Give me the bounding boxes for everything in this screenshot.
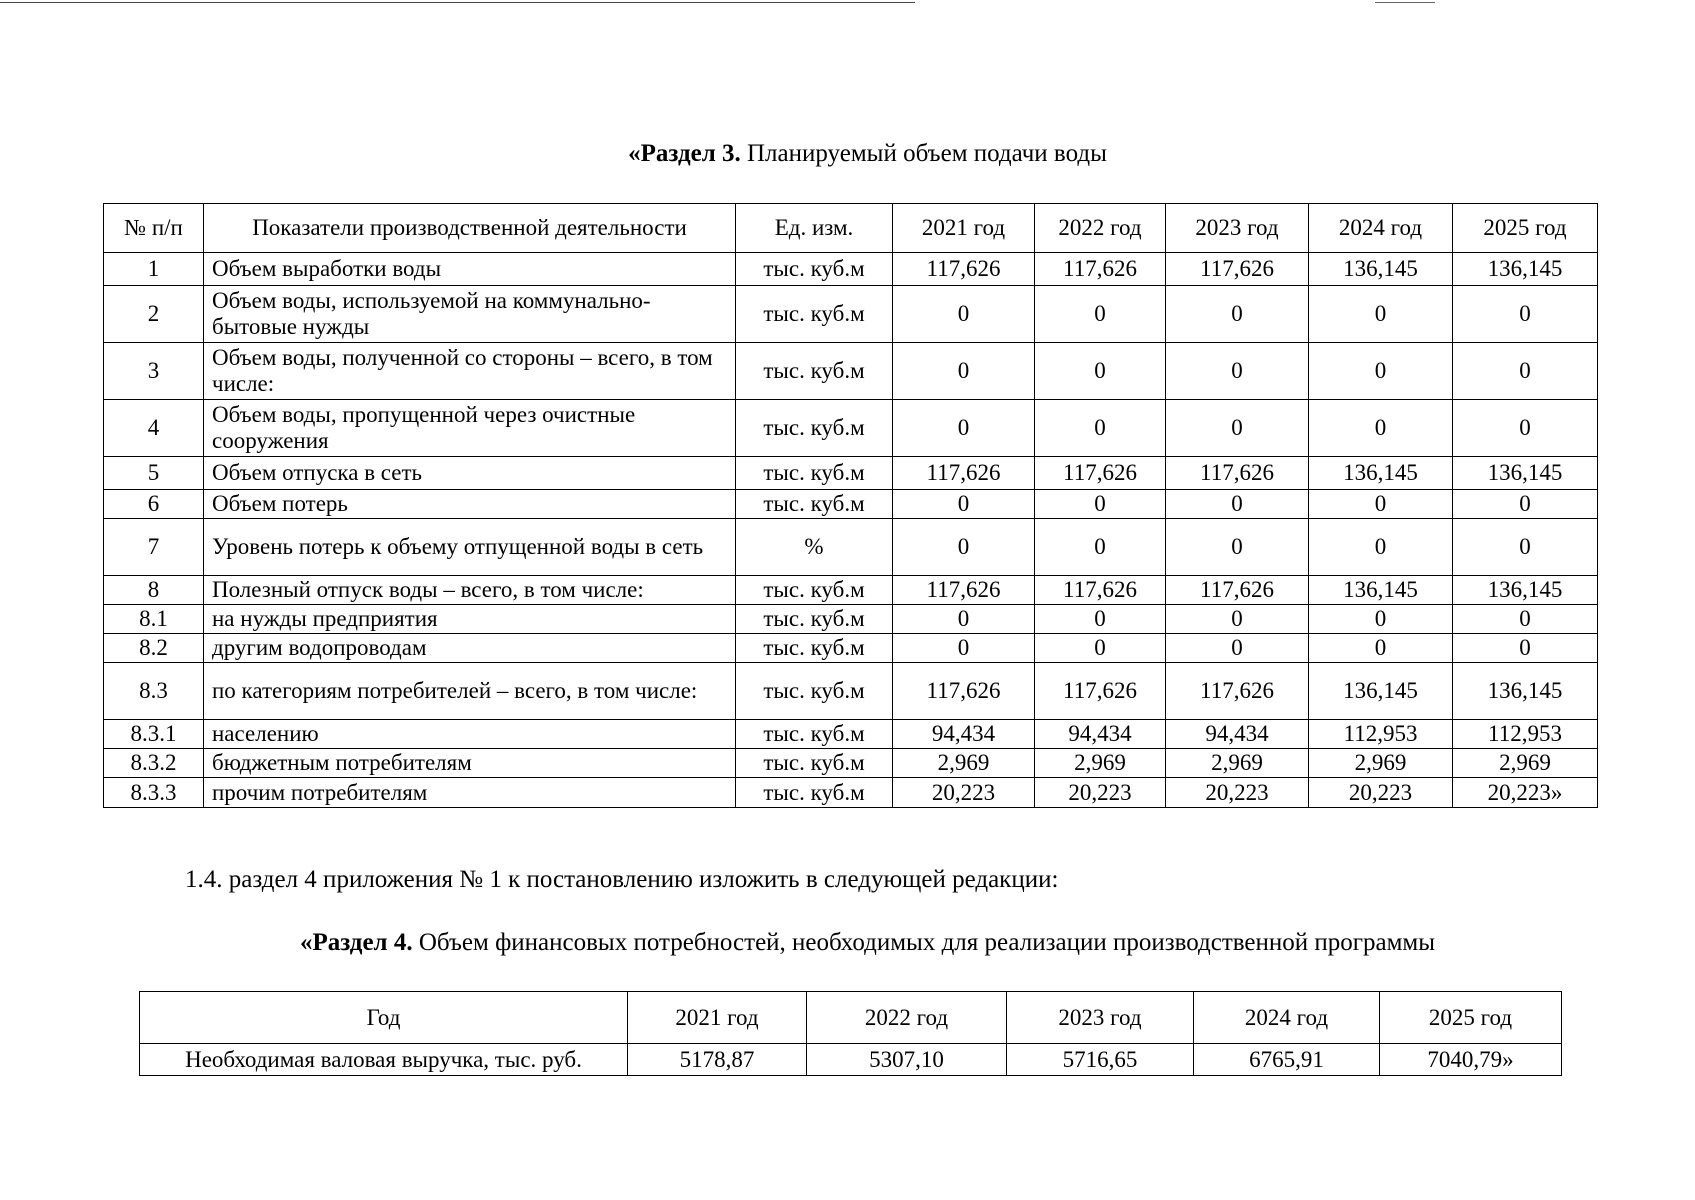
table-row <box>104 519 1598 576</box>
value-cell: 0 <box>893 490 1035 519</box>
unit-cell: тыс. куб.м <box>736 253 893 286</box>
section3-title <box>0 139 1695 169</box>
revenue-value-cell: 5716,65 <box>1007 1044 1194 1076</box>
section4-title-text: Объем финансовых потребностей, необходимых для реализации производственной программы <box>412 929 1436 956</box>
value-cell: 2,969 <box>1035 749 1166 778</box>
unit-cell: тыс. куб.м <box>736 576 893 605</box>
table-row <box>104 634 1598 663</box>
table-row <box>104 286 1598 343</box>
unit-cell: тыс. куб.м <box>736 400 893 457</box>
section4-header-row <box>140 992 1562 1044</box>
section4-header-cell: 2023 год <box>1007 992 1194 1044</box>
table-row <box>104 605 1598 634</box>
value-cell: 112,953 <box>1453 720 1598 749</box>
value-cell: 2,969 <box>1309 749 1453 778</box>
value-cell: 0 <box>1453 286 1598 343</box>
value-cell: 0 <box>1035 286 1166 343</box>
row-number-cell: 4 <box>104 400 204 457</box>
indicator-cell: Объем воды, полученной со стороны – всего, в том числе: <box>204 343 736 400</box>
value-cell: 117,626 <box>1166 663 1309 720</box>
section3-header-cell: Показатели производственной деятельности <box>204 204 736 253</box>
unit-cell: тыс. куб.м <box>736 286 893 343</box>
section4-table <box>139 991 1562 1076</box>
row-number-cell: 3 <box>104 343 204 400</box>
section4-header-cell: 2024 год <box>1194 992 1380 1044</box>
value-cell: 0 <box>1166 343 1309 400</box>
section3-header-cell: 2022 год <box>1035 204 1166 253</box>
value-cell: 0 <box>1166 400 1309 457</box>
row-number-cell: 8.3 <box>104 663 204 720</box>
value-cell: 0 <box>1166 490 1309 519</box>
revenue-value-cell: 6765,91 <box>1194 1044 1380 1076</box>
value-cell: 0 <box>893 634 1035 663</box>
unit-cell: тыс. куб.м <box>736 490 893 519</box>
unit-cell: тыс. куб.м <box>736 343 893 400</box>
row-number-cell: 8.3.3 <box>104 778 204 808</box>
value-cell: 0 <box>893 605 1035 634</box>
value-cell: 20,223 <box>893 778 1035 808</box>
table-row <box>104 253 1598 286</box>
row-number-cell: 5 <box>104 457 204 490</box>
scan-top-rule-fragment <box>1375 2 1435 3</box>
row-number-cell: 8 <box>104 576 204 605</box>
table-row <box>104 400 1598 457</box>
value-cell: 136,145 <box>1309 576 1453 605</box>
section4-header-cell: 2021 год <box>628 992 807 1044</box>
value-cell: 117,626 <box>1035 253 1166 286</box>
unit-cell: % <box>736 519 893 576</box>
value-cell: 0 <box>1035 605 1166 634</box>
value-cell: 0 <box>893 400 1035 457</box>
value-cell: 94,434 <box>1035 720 1166 749</box>
value-cell: 117,626 <box>1166 457 1309 490</box>
value-cell: 136,145 <box>1453 253 1598 286</box>
indicator-cell: населению <box>204 720 736 749</box>
indicator-cell: другим водопроводам <box>204 634 736 663</box>
section3-header-cell: № п/п <box>104 204 204 253</box>
value-cell: 0 <box>1453 605 1598 634</box>
revenue-value-cell: 5178,87 <box>628 1044 807 1076</box>
value-cell: 0 <box>893 343 1035 400</box>
section3-header-cell: Ед. изм. <box>736 204 893 253</box>
value-cell: 0 <box>1035 519 1166 576</box>
value-cell: 117,626 <box>893 457 1035 490</box>
value-cell: 2,969 <box>1166 749 1309 778</box>
row-number-cell: 8.2 <box>104 634 204 663</box>
unit-cell: тыс. куб.м <box>736 634 893 663</box>
value-cell: 0 <box>1166 286 1309 343</box>
section4-data-row <box>140 1044 1562 1076</box>
indicator-cell: Объем потерь <box>204 490 736 519</box>
revenue-label-cell: Необходимая валовая выручка, тыс. руб. <box>140 1044 628 1076</box>
value-cell: 2,969 <box>1453 749 1598 778</box>
table-row <box>104 343 1598 400</box>
value-cell: 112,953 <box>1309 720 1453 749</box>
value-cell: 94,434 <box>893 720 1035 749</box>
unit-cell: тыс. куб.м <box>736 778 893 808</box>
value-cell: 20,223 <box>1309 778 1453 808</box>
value-cell: 117,626 <box>1166 576 1309 605</box>
value-cell: 136,145 <box>1309 253 1453 286</box>
value-cell: 0 <box>893 519 1035 576</box>
section3-body <box>104 253 1598 808</box>
value-cell: 136,145 <box>1453 457 1598 490</box>
unit-cell: тыс. куб.м <box>736 663 893 720</box>
section3-title-text: Планируемый объем подачи воды <box>740 140 1107 167</box>
row-number-cell: 7 <box>104 519 204 576</box>
section4-title-bold: «Раздел 4. <box>299 929 413 956</box>
value-cell: 94,434 <box>1166 720 1309 749</box>
value-cell: 0 <box>1166 519 1309 576</box>
table-row <box>104 490 1598 519</box>
table-row <box>104 663 1598 720</box>
value-cell: 0 <box>1453 343 1598 400</box>
table-row <box>104 749 1598 778</box>
value-cell: 0 <box>1035 490 1166 519</box>
value-cell: 0 <box>1453 519 1598 576</box>
value-cell: 117,626 <box>1166 253 1309 286</box>
row-number-cell: 8.3.1 <box>104 720 204 749</box>
value-cell: 136,145 <box>1309 663 1453 720</box>
indicator-cell: Объем выработки воды <box>204 253 736 286</box>
section3-table <box>103 203 1598 808</box>
value-cell: 0 <box>1309 519 1453 576</box>
section4-header-cell: 2022 год <box>807 992 1007 1044</box>
value-cell: 0 <box>1309 343 1453 400</box>
value-cell: 136,145 <box>1453 576 1598 605</box>
value-cell: 117,626 <box>893 253 1035 286</box>
section3-header-cell: 2021 год <box>893 204 1035 253</box>
section3-title-bold: «Раздел 3. <box>628 140 741 167</box>
table-row <box>104 457 1598 490</box>
amendment-paragraph: 1.4. раздел 4 приложения № 1 к постановлению изложить в следующей редакции: <box>185 866 1059 893</box>
value-cell: 0 <box>1453 400 1598 457</box>
indicator-cell: бюджетным потребителям <box>204 749 736 778</box>
unit-cell: тыс. куб.м <box>736 720 893 749</box>
table-row <box>104 720 1598 749</box>
value-cell: 0 <box>1453 490 1598 519</box>
value-cell: 117,626 <box>893 663 1035 720</box>
value-cell: 136,145 <box>1309 457 1453 490</box>
section3-header-cell: 2023 год <box>1166 204 1309 253</box>
table-row <box>104 576 1598 605</box>
value-cell: 0 <box>1035 400 1166 457</box>
unit-cell: тыс. куб.м <box>736 749 893 778</box>
revenue-value-cell: 5307,10 <box>807 1044 1007 1076</box>
value-cell: 0 <box>1035 634 1166 663</box>
indicator-cell: Полезный отпуск воды – всего, в том числе: <box>204 576 736 605</box>
row-number-cell: 6 <box>104 490 204 519</box>
indicator-cell: Объем отпуска в сеть <box>204 457 736 490</box>
unit-cell: тыс. куб.м <box>736 605 893 634</box>
row-number-cell: 1 <box>104 253 204 286</box>
value-cell: 136,145 <box>1453 663 1598 720</box>
value-cell: 0 <box>1309 286 1453 343</box>
section3-header-cell: 2024 год <box>1309 204 1453 253</box>
indicator-cell: по категориям потребителей – всего, в том числе: <box>204 663 736 720</box>
indicator-cell: прочим потребителям <box>204 778 736 808</box>
scan-top-rule <box>0 2 915 3</box>
section3-header-row <box>104 204 1598 253</box>
value-cell: 117,626 <box>1035 576 1166 605</box>
row-number-cell: 2 <box>104 286 204 343</box>
value-cell: 0 <box>1453 634 1598 663</box>
indicator-cell: Уровень потерь к объему отпущенной воды в сеть <box>204 519 736 576</box>
value-cell: 20,223 <box>1166 778 1309 808</box>
value-cell: 0 <box>1166 605 1309 634</box>
unit-cell: тыс. куб.м <box>736 457 893 490</box>
value-cell: 0 <box>1309 490 1453 519</box>
value-cell: 0 <box>1035 343 1166 400</box>
value-cell: 117,626 <box>893 576 1035 605</box>
indicator-cell: Объем воды, используемой на коммунально-бытовые нужды <box>204 286 736 343</box>
table-row <box>104 778 1598 808</box>
indicator-cell: на нужды предприятия <box>204 605 736 634</box>
value-cell: 0 <box>1309 400 1453 457</box>
value-cell: 20,223 <box>1035 778 1166 808</box>
indicator-cell: Объем воды, пропущенной через очистные сооружения <box>204 400 736 457</box>
value-cell: 2,969 <box>893 749 1035 778</box>
section4-title <box>0 928 1695 958</box>
section4-header-cell: 2025 год <box>1380 992 1562 1044</box>
section4-header-cell: Год <box>140 992 628 1044</box>
value-cell: 117,626 <box>1035 457 1166 490</box>
value-cell: 0 <box>1166 634 1309 663</box>
row-number-cell: 8.1 <box>104 605 204 634</box>
value-cell: 0 <box>1309 634 1453 663</box>
section3-header-cell: 2025 год <box>1453 204 1598 253</box>
value-cell: 117,626 <box>1035 663 1166 720</box>
revenue-value-cell: 7040,79» <box>1380 1044 1562 1076</box>
value-cell: 0 <box>893 286 1035 343</box>
value-cell: 0 <box>1309 605 1453 634</box>
row-number-cell: 8.3.2 <box>104 749 204 778</box>
value-cell: 20,223» <box>1453 778 1598 808</box>
